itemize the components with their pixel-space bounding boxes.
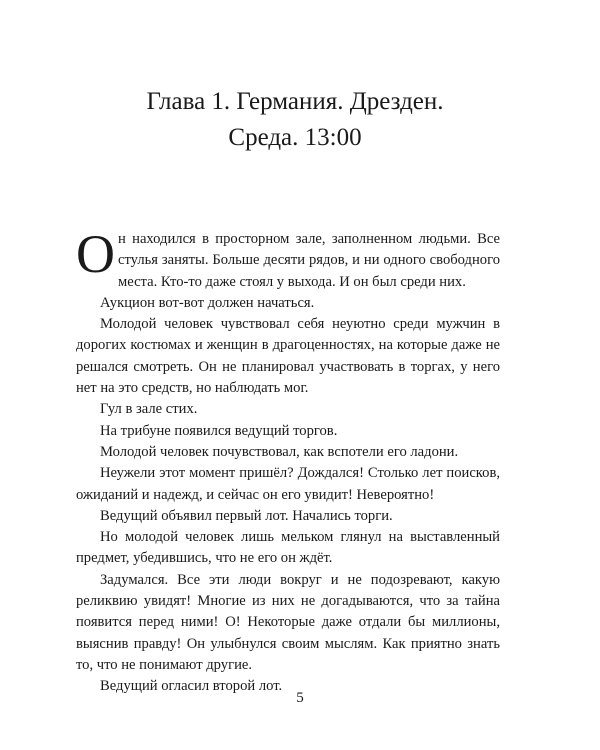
paragraph-10: Задумался. Все эти люди вокруг и не подозревают, какую реликвию увидят! Многие из них не догадываются, что за тайна появится перед ними! О! Некоторые даже отдали бы миллионы, выяснив правду! Он улыбнулся своим мыслям. Как приятно знать то, что не понимают другие.	[76, 571, 500, 673]
chapter-body	[76, 224, 500, 698]
chapter-title-line-2: Среда. 13:00	[228, 124, 362, 151]
paragraph-3: Молодой человек чувствовал себя неуютно среди мужчин в дорогих костюмах и женщин в драгоценностях, на которые даже не решался смотреть. Он не планировал участвовать в торгах, у него нет на это средств, но наблюдать мог.	[76, 316, 500, 397]
paragraph-9: Но молодой человек лишь мельком глянул на выставленный предмет, убедившись, что не его он ждёт.	[76, 529, 500, 567]
paragraph-5: На трибуне появился ведущий торгов.	[100, 422, 338, 439]
paragraph-2: Аукцион вот-вот должен начаться.	[100, 294, 315, 311]
chapter-title	[60, 84, 530, 156]
paragraph-8: Ведущий объявил первый лот. Начались торги.	[100, 507, 393, 524]
paragraph-7: Неужели этот момент пришёл? Дождался! Столько лет поисков, ожиданий и надежд, и сейчас он его увидит! Невероятно!	[76, 465, 500, 503]
paragraph-1-text: н находился в просторном зале, заполненном людьми. Все стулья заняты. Больше десяти рядов, и ни одного свободного места. Кто-то даже стоял у выхода. И он был среди них.	[118, 231, 500, 290]
chapter-title-line-1: Глава 1. Германия. Дрезден.	[146, 88, 444, 115]
drop-cap: О	[76, 224, 115, 284]
paragraph-11: Ведущий огласил второй лот.	[100, 678, 283, 695]
paragraph-6: Молодой человек почувствовал, как вспотели его ладони.	[100, 443, 459, 460]
paragraph-4: Гул в зале стих.	[100, 401, 198, 418]
page-number: 5	[296, 690, 304, 706]
paragraph-1	[76, 224, 500, 293]
